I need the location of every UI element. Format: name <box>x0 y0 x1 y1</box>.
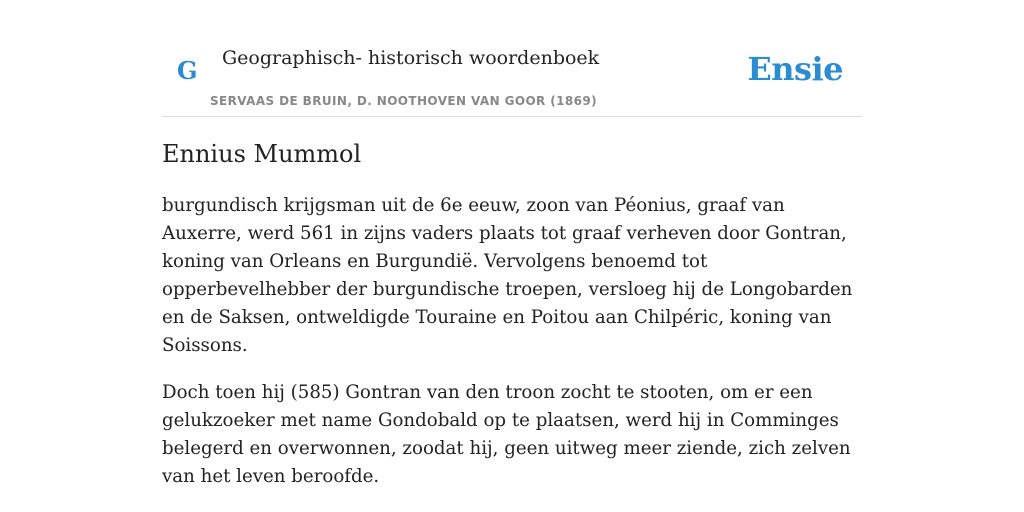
book-authors: SERVAAS DE BRUIN, D. NOOTHOVEN VAN GOOR (1869) <box>210 94 598 108</box>
book-title-link[interactable]: Geographisch- historisch woordenboek <box>222 47 600 69</box>
entry-paragraph: burgundisch krijgsman uit de 6e eeuw, zoon van Péonius, graaf van Auxerre, werd 561 in zijns vaders plaats tot graaf verheven door Gontran, koning van Orleans en Burgundië. Vervolgens benoemd tot opperbevelhebber der burgundische troepen, versloeg hij de Longobarden en de Saksen, ontweldigde Touraine en Poitou aan Chilpéric, koning van Soissons. <box>162 195 853 356</box>
entry-body <box>162 192 864 510</box>
book-header <box>162 30 862 117</box>
ensie-logo[interactable]: Ensie <box>747 50 843 88</box>
entry-title: Ennius Mummol <box>162 140 362 168</box>
book-icon: G <box>177 56 198 85</box>
entry-paragraph: Doch toen hij (585) Gontran van den troon zocht te stooten, om er een gelukzoeker met name Gondobald op te plaatsen, werd hij in Comminges belegerd en overwonnen, zoodat hij, geen uitweg meer ziende, zich zelven van het leven beroofde. <box>162 382 851 487</box>
